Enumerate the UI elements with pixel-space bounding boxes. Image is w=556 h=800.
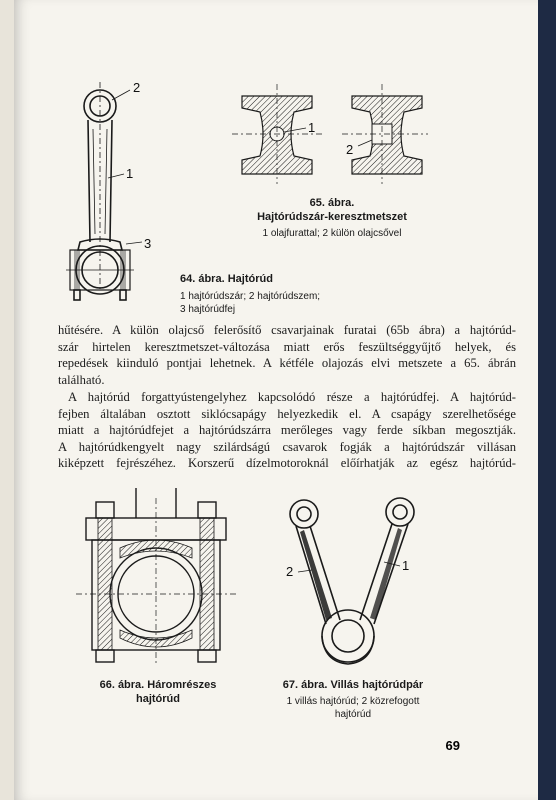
fig65-callout-1: 1 <box>308 120 316 135</box>
previous-page-edge <box>0 0 15 800</box>
fig67-callout-2: 2 <box>286 564 294 579</box>
text-line: A hajtórúdkengyelt nagy szilárdságú csavarok fogják a hajtórúdszár villásan <box>58 439 516 454</box>
page-number: 69 <box>445 738 460 753</box>
figure-66-title-line2: hajtórúd <box>136 693 180 705</box>
figure-64-title: Hajtórúd <box>227 273 273 285</box>
figure-64-legend-line2: 3 hajtórúdfej <box>180 304 236 315</box>
fig67-callout-1: 1 <box>402 558 410 573</box>
figure-64-label: 64. ábra. <box>180 273 225 285</box>
fig64-callout-3: 3 <box>144 236 152 251</box>
text-line: hűtésére. A külön olajcső felerősítő csavarjainak furatai (65b ábra) a hajtórúd- <box>58 323 516 337</box>
figure-67-forked-rods-drawing <box>280 490 430 670</box>
figure-67-label: 67. ábra. <box>282 679 328 691</box>
text-line: A hajtórúd forgattyústengelyhez kapcsolódó része a hajtórúdfej. A hajtórúd- <box>68 390 516 404</box>
text-line: repedések kiinduló pontjai lehetnek. A kétféle olajozás elvi metszete a 65. ábrán <box>58 356 516 371</box>
figure-67-title: Villás hajtórúdpár <box>330 679 424 691</box>
fig65-callout-2: 2 <box>346 142 354 157</box>
figure-65-label: 65. ábra. <box>309 197 355 209</box>
figure-67-caption <box>258 678 448 721</box>
figure-65-caption <box>232 196 432 240</box>
figure-65-title: Hajtórúdszár-keresztmetszet <box>257 211 407 223</box>
figure-66-three-part-rod-drawing <box>76 488 236 668</box>
figure-64-legend-line1: 1 hajtórúdszár; 2 hajtórúdszem; <box>180 291 321 302</box>
fig64-callout-1: 1 <box>126 166 134 181</box>
figure-64-connecting-rod-drawing <box>60 74 170 314</box>
figure-66-title: Háromrészes <box>147 679 217 691</box>
figure-65-legend: 1 olajfurattal; 2 külön olajcsővel <box>262 228 402 239</box>
text-line: található. <box>58 372 105 387</box>
paragraph-2 <box>58 389 516 472</box>
text-line: kiképzett fejrészéhez. Korszerű dízelmotoroknál előírhatják az egész hajtórúd- <box>58 456 516 471</box>
fig64-callout-2: 2 <box>133 80 141 95</box>
text-line: szár hirtelen keresztmetszet-változása miatt erős feszültséggyűjtő helyek, és <box>58 339 516 354</box>
text-line: miatt a hajtórúdfejet a hajtórúdszárra merőleges vagy ferde síkban megosztják. <box>58 423 516 438</box>
figure-65-cross-section-drawing <box>232 84 432 189</box>
figure-67-legend-line1: 1 villás hajtórúd; 2 közrefogott <box>286 696 420 707</box>
text-line: fejben általában osztott siklócsapágy helyezkedik el. A csapágy szerelhetősége <box>58 406 516 421</box>
book-cover-edge <box>538 0 556 800</box>
paragraph-1 <box>58 322 516 388</box>
figure-64-caption <box>180 272 380 316</box>
figure-67-legend-line2: hajtórúd <box>334 709 372 720</box>
figure-66-caption <box>68 678 248 706</box>
figure-66-label: 66. ábra. <box>99 679 145 691</box>
